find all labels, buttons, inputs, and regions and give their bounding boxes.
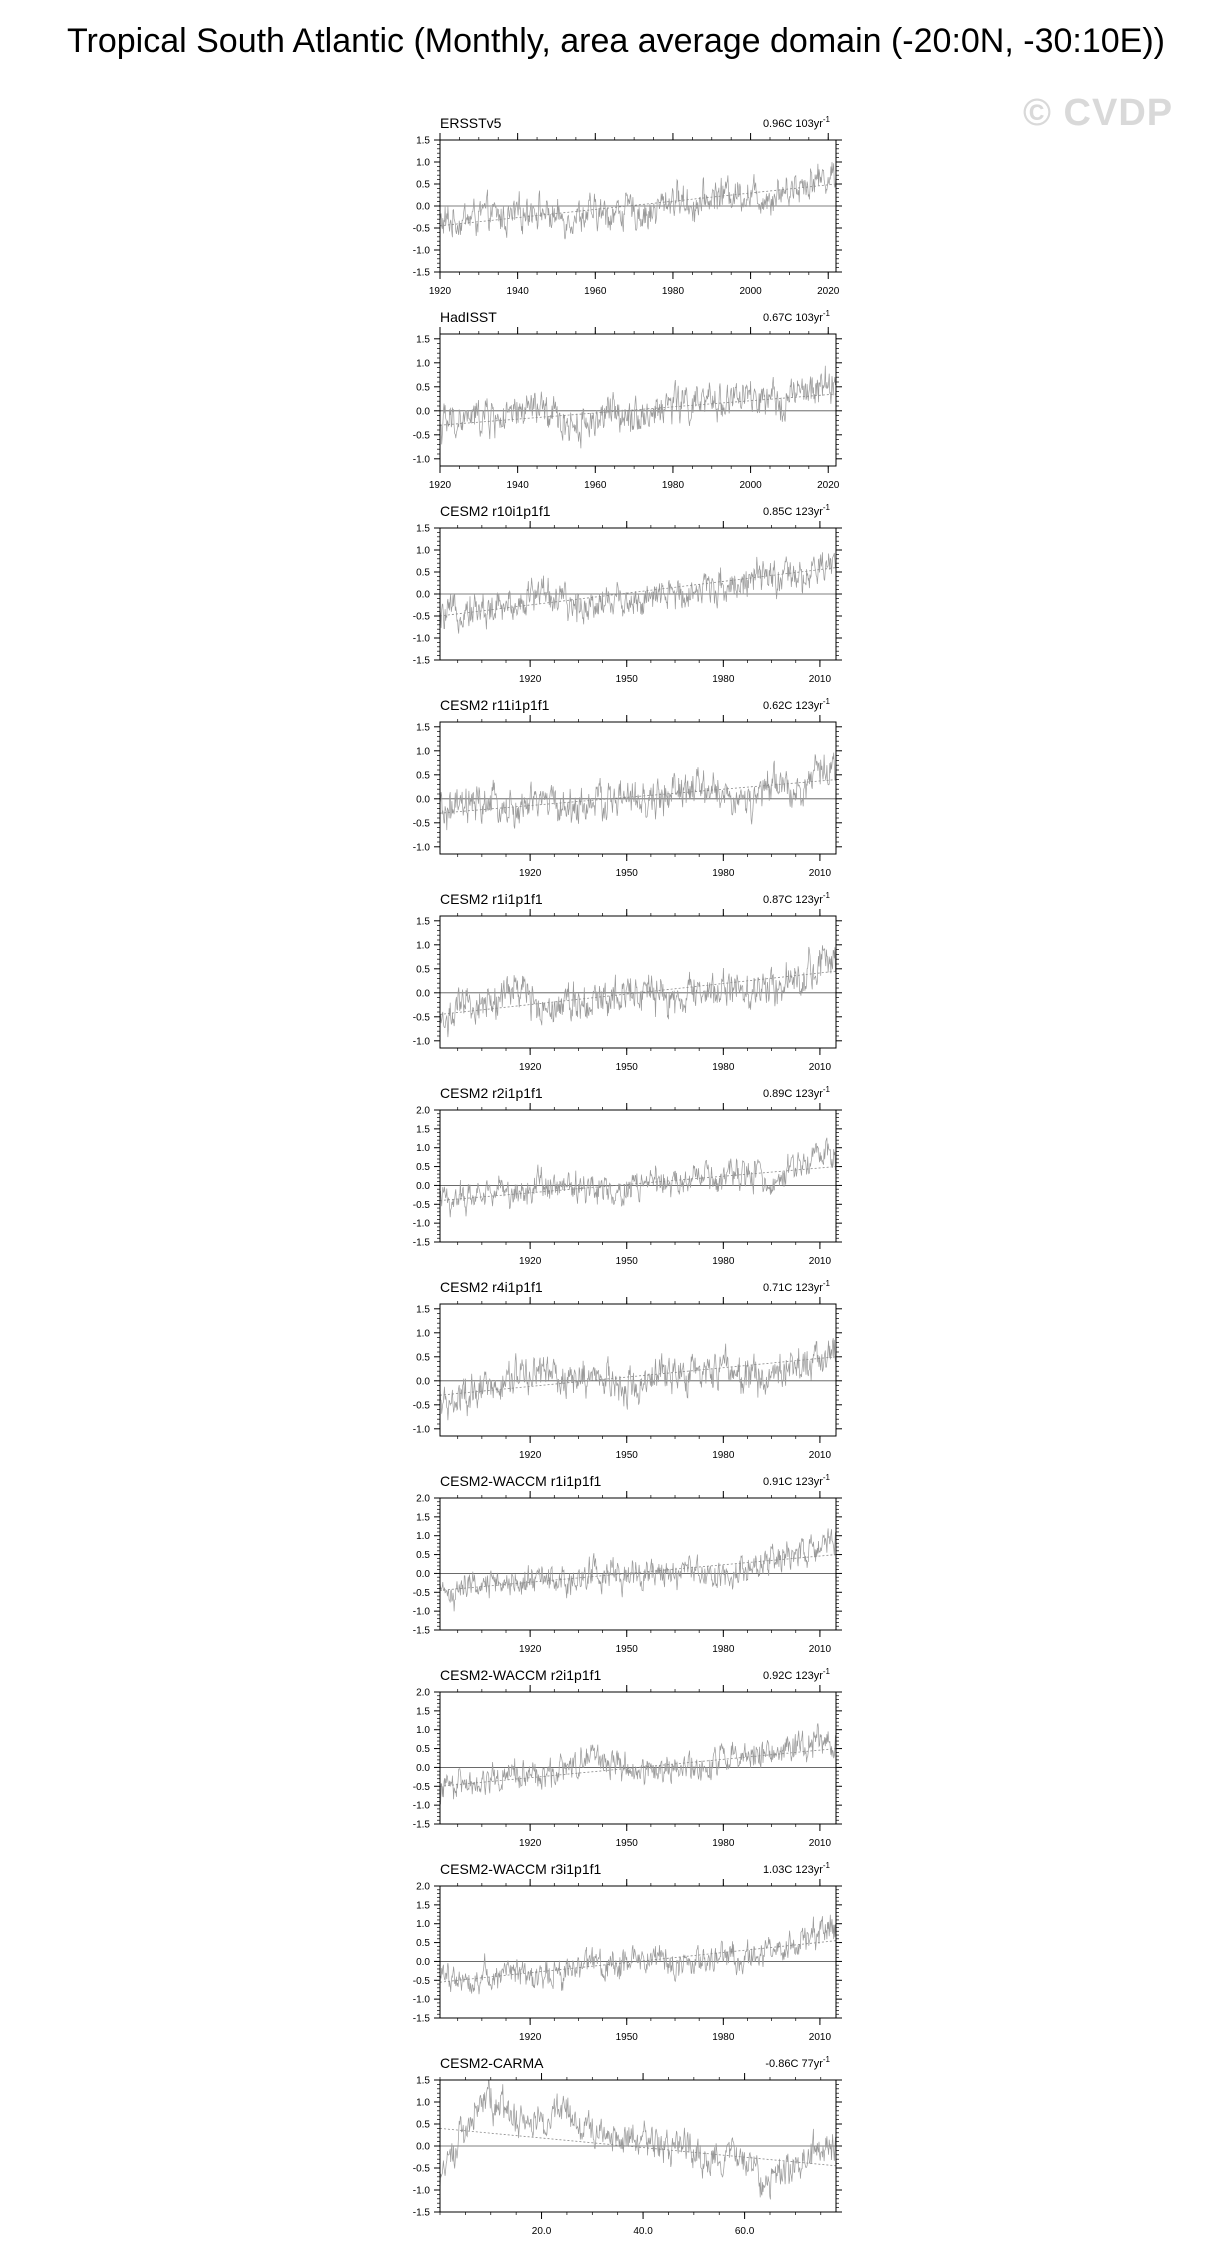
trend-label: -0.86C $77yr^{-1}$ xyxy=(765,2055,830,2070)
trend-label: 0.96C $103yr^{-1}$ xyxy=(762,115,830,130)
y-tick-label: 1.5 xyxy=(416,2075,430,2087)
chart-svg xyxy=(0,888,1232,1082)
series-line xyxy=(440,366,836,449)
y-tick-label: 0.5 xyxy=(416,382,430,394)
trend-line xyxy=(440,568,836,616)
y-tick-label: 1.5 xyxy=(416,523,430,535)
x-tick-label: 20.0 xyxy=(531,2226,552,2237)
trend-label: 0.67C $103yr^{-1}$ xyxy=(762,309,830,324)
panel-title: CESM2-CARMA xyxy=(440,2055,544,2071)
y-tick-label: -1.5 xyxy=(412,267,430,279)
x-tick-label: 2010 xyxy=(808,868,832,879)
chart-panel xyxy=(0,888,1232,1082)
y-tick-label: 0.5 xyxy=(416,179,430,191)
y-tick-label: 2.0 xyxy=(416,1881,430,1893)
y-tick-label: -0.5 xyxy=(412,1975,430,1987)
plot-frame xyxy=(440,1498,836,1630)
y-tick-label: 1.5 xyxy=(416,722,430,734)
series-line xyxy=(440,1723,836,1804)
trend-line xyxy=(440,1357,836,1395)
series-line xyxy=(440,1528,836,1611)
y-tick-label: 0.0 xyxy=(416,1180,430,1192)
y-tick-label: 0.0 xyxy=(416,201,430,213)
y-tick-label: 1.0 xyxy=(416,1143,430,1155)
x-tick-label: 1940 xyxy=(506,286,529,297)
y-tick-label: 1.5 xyxy=(416,334,430,346)
x-tick-label: 1920 xyxy=(428,480,452,491)
chart-svg xyxy=(0,1082,1232,1276)
panel-title: CESM2 r10i1p1f1 xyxy=(440,503,551,519)
series-line xyxy=(440,162,836,239)
x-tick-label: 2010 xyxy=(808,1450,832,1461)
plot-frame xyxy=(440,916,836,1048)
y-tick-label: 1.0 xyxy=(416,1725,430,1737)
y-tick-label: 2.0 xyxy=(416,1493,430,1505)
y-tick-label: -0.5 xyxy=(412,818,430,830)
y-tick-label: -1.0 xyxy=(412,1800,430,1812)
x-tick-label: 1920 xyxy=(519,1062,542,1073)
x-tick-label: 1980 xyxy=(712,2032,735,2043)
x-tick-label: 1920 xyxy=(428,286,452,297)
trend-label: 0.91C $123yr^{-1}$ xyxy=(762,1473,830,1488)
y-tick-label: 1.0 xyxy=(416,1328,430,1340)
y-tick-label: 1.0 xyxy=(416,2097,430,2109)
chart-svg xyxy=(0,1858,1232,2052)
y-tick-label: 1.5 xyxy=(416,1900,430,1912)
chart-panel xyxy=(0,1276,1232,1470)
x-tick-label: 1980 xyxy=(712,1450,735,1461)
series-line xyxy=(440,945,836,1037)
y-tick-label: -0.5 xyxy=(412,1400,430,1412)
panel-title: ERSSTv5 xyxy=(440,115,502,131)
y-tick-label: -1.0 xyxy=(412,245,430,257)
panel-title: CESM2-WACCM r3i1p1f1 xyxy=(440,1861,602,1877)
page-title: Tropical South Atlantic (Monthly, area average domain (-20:0N, -30:10E)) xyxy=(67,22,1165,60)
x-tick-label: 1980 xyxy=(712,1838,735,1849)
y-tick-label: -0.5 xyxy=(412,1199,430,1211)
x-tick-label: 2020 xyxy=(817,480,840,491)
y-tick-label: -0.5 xyxy=(412,223,430,235)
x-tick-label: 2020 xyxy=(817,286,840,297)
chart-panel xyxy=(0,2052,1232,2246)
y-tick-label: 0.0 xyxy=(416,589,430,601)
trend-label: 0.85C $123yr^{-1}$ xyxy=(762,503,830,518)
x-tick-label: 1920 xyxy=(519,868,542,879)
y-tick-label: -0.5 xyxy=(412,1012,430,1024)
x-tick-label: 1920 xyxy=(519,1256,542,1267)
trend-label: 0.92C $123yr^{-1}$ xyxy=(762,1667,830,1682)
x-tick-label: 40.0 xyxy=(633,2226,653,2237)
series-line xyxy=(440,2076,836,2199)
y-tick-label: -1.0 xyxy=(412,1036,430,1048)
x-tick-label: 2010 xyxy=(808,1644,832,1655)
y-tick-label: 0.0 xyxy=(416,406,430,418)
chart-panel xyxy=(0,1664,1232,1858)
chart-svg xyxy=(0,694,1232,888)
y-tick-label: 1.0 xyxy=(416,746,430,758)
x-tick-label: 1920 xyxy=(519,1644,542,1655)
y-tick-label: -0.5 xyxy=(412,611,430,623)
x-tick-label: 1950 xyxy=(615,674,638,685)
panel-title: CESM2 r11i1p1f1 xyxy=(440,697,550,713)
x-tick-label: 1980 xyxy=(712,674,735,685)
trend-line xyxy=(440,1167,836,1201)
chart-panel xyxy=(0,500,1232,694)
y-tick-label: -1.5 xyxy=(412,2013,430,2025)
x-tick-label: 1950 xyxy=(615,1838,638,1849)
y-tick-label: 2.0 xyxy=(416,1105,430,1117)
chart-svg xyxy=(0,1664,1232,1858)
y-tick-label: 0.5 xyxy=(416,1744,430,1756)
chart-panel xyxy=(0,1082,1232,1276)
y-tick-label: 0.0 xyxy=(416,1376,430,1388)
x-tick-label: 1950 xyxy=(615,1644,638,1655)
x-tick-label: 1950 xyxy=(615,2032,638,2043)
y-tick-label: -1.0 xyxy=(412,633,430,645)
trend-label: 0.87C $123yr^{-1}$ xyxy=(762,891,830,906)
x-tick-label: 1960 xyxy=(584,480,607,491)
x-tick-label: 2000 xyxy=(739,286,762,297)
chart-svg xyxy=(0,306,1232,500)
series-line xyxy=(440,552,836,633)
y-tick-label: 1.0 xyxy=(416,1919,430,1931)
x-tick-label: 2010 xyxy=(808,2032,832,2043)
y-tick-label: 0.0 xyxy=(416,1762,430,1774)
y-tick-label: 1.0 xyxy=(416,157,430,169)
y-tick-label: 0.5 xyxy=(416,2119,430,2131)
chart-svg xyxy=(0,112,1232,306)
x-tick-label: 1950 xyxy=(615,1062,638,1073)
panel-title: HadISST xyxy=(440,309,497,325)
panel-title: CESM2 r4i1p1f1 xyxy=(440,1279,543,1295)
y-tick-label: -0.5 xyxy=(412,430,430,442)
x-tick-label: 2010 xyxy=(808,674,832,685)
y-tick-label: 0.5 xyxy=(416,1938,430,1950)
x-tick-label: 1920 xyxy=(519,1450,542,1461)
y-tick-label: 0.0 xyxy=(416,988,430,1000)
y-tick-label: -1.0 xyxy=(412,1606,430,1618)
y-tick-label: -1.5 xyxy=(412,1819,430,1831)
x-tick-label: 1950 xyxy=(615,1450,638,1461)
series-line xyxy=(440,753,836,831)
chart-svg xyxy=(0,500,1232,694)
y-tick-label: -0.5 xyxy=(412,2163,430,2175)
y-tick-label: 0.5 xyxy=(416,1550,430,1562)
y-tick-label: 0.0 xyxy=(416,1956,430,1968)
x-tick-label: 1940 xyxy=(506,480,529,491)
trend-line xyxy=(440,1555,836,1591)
chart-svg xyxy=(0,1276,1232,1470)
x-tick-label: 1950 xyxy=(615,868,638,879)
x-tick-label: 1980 xyxy=(661,480,685,491)
y-tick-label: -0.5 xyxy=(412,1587,430,1599)
plot-frame xyxy=(440,1110,836,1242)
y-tick-label: 1.0 xyxy=(416,940,430,952)
watermark-text: © CVDP xyxy=(1023,92,1174,134)
y-tick-label: 1.5 xyxy=(416,1512,430,1524)
y-tick-label: -1.5 xyxy=(412,1237,430,1249)
y-tick-label: 0.5 xyxy=(416,567,430,579)
y-tick-label: 1.5 xyxy=(416,1706,430,1718)
y-tick-label: -1.0 xyxy=(412,1424,430,1436)
x-tick-label: 1920 xyxy=(519,2032,542,2043)
y-tick-label: -1.0 xyxy=(412,454,430,466)
y-tick-label: 0.5 xyxy=(416,964,430,976)
y-tick-label: -1.0 xyxy=(412,842,430,854)
plot-frame xyxy=(440,1692,836,1824)
y-tick-label: -1.0 xyxy=(412,1994,430,2006)
y-tick-label: -1.5 xyxy=(412,1625,430,1637)
y-tick-label: -0.5 xyxy=(412,1781,430,1793)
y-tick-label: 1.0 xyxy=(416,1531,430,1543)
series-line xyxy=(440,1338,836,1420)
y-tick-label: 1.5 xyxy=(416,1304,430,1316)
chart-svg xyxy=(0,1470,1232,1664)
x-tick-label: 1980 xyxy=(712,1644,735,1655)
x-tick-label: 2000 xyxy=(739,480,762,491)
series-line xyxy=(440,1138,836,1218)
x-tick-label: 1950 xyxy=(615,1256,638,1267)
y-tick-label: 2.0 xyxy=(416,1687,430,1699)
x-tick-label: 60.0 xyxy=(734,2226,755,2237)
chart-panel xyxy=(0,1858,1232,2052)
x-tick-label: 1920 xyxy=(519,674,542,685)
panel-title: CESM2 r2i1p1f1 xyxy=(440,1085,543,1101)
y-tick-label: 0.0 xyxy=(416,1568,430,1580)
y-tick-label: -1.0 xyxy=(412,2185,430,2197)
y-tick-label: 0.0 xyxy=(416,2141,430,2153)
y-tick-label: 1.5 xyxy=(416,1124,430,1136)
chart-panel xyxy=(0,1470,1232,1664)
panel-title: CESM2-WACCM r2i1p1f1 xyxy=(440,1667,602,1683)
y-tick-label: 1.5 xyxy=(416,916,430,928)
x-tick-label: 2010 xyxy=(808,1256,832,1267)
y-tick-label: -1.5 xyxy=(412,655,430,667)
x-tick-label: 2010 xyxy=(808,1062,832,1073)
series-line xyxy=(440,1915,836,1994)
chart-panel xyxy=(0,306,1232,500)
y-tick-label: 1.0 xyxy=(416,358,430,370)
x-tick-label: 1980 xyxy=(661,286,685,297)
panel-title: CESM2-WACCM r1i1p1f1 xyxy=(440,1473,602,1489)
x-tick-label: 1980 xyxy=(712,1256,735,1267)
x-tick-label: 1960 xyxy=(584,286,607,297)
y-tick-label: 1.5 xyxy=(416,135,430,147)
x-tick-label: 1980 xyxy=(712,868,735,879)
chart-panel xyxy=(0,694,1232,888)
y-tick-label: 0.5 xyxy=(416,1162,430,1174)
x-tick-label: 2010 xyxy=(808,1838,832,1849)
y-tick-label: 0.5 xyxy=(416,1352,430,1364)
trend-label: 0.89C $123yr^{-1}$ xyxy=(762,1085,830,1100)
x-tick-label: 1980 xyxy=(712,1062,735,1073)
trend-label: 0.62C $123yr^{-1}$ xyxy=(762,697,830,712)
trend-label: 1.03C $123yr^{-1}$ xyxy=(762,1861,830,1876)
x-tick-label: 1920 xyxy=(519,1838,542,1849)
y-tick-label: -1.0 xyxy=(412,1218,430,1230)
y-tick-label: 0.0 xyxy=(416,794,430,806)
y-tick-label: -1.5 xyxy=(412,2207,430,2219)
y-tick-label: 1.0 xyxy=(416,545,430,557)
panel-title: CESM2 r1i1p1f1 xyxy=(440,891,543,907)
y-tick-label: 0.5 xyxy=(416,770,430,782)
trend-line xyxy=(440,184,836,226)
trend-label: 0.71C $123yr^{-1}$ xyxy=(762,1279,830,1294)
chart-panel xyxy=(0,112,1232,306)
chart-svg xyxy=(0,2052,1232,2246)
